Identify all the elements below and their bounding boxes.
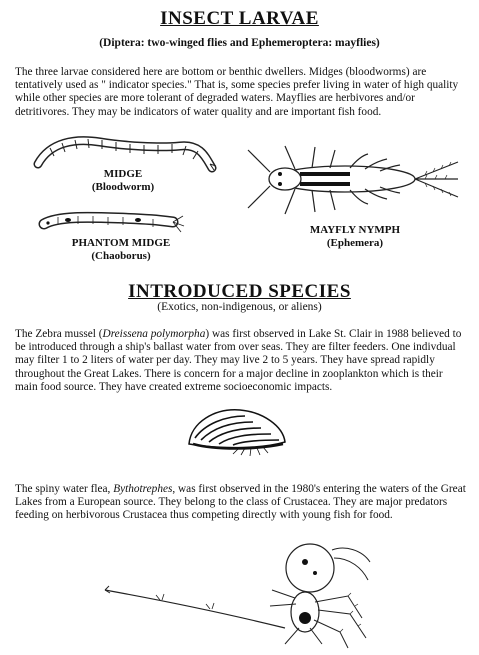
larvae-paragraph: The three larvae considered here are bottom or benthic dwellers. Midges (bloodworms) are tentatively used as " indicator species." That is, some species prefer living in water of high quality while other species are more tolerant of degraded waters. Mayflies are herbivores and/or detritivores. They may be indicators of water quality and are important fish food. [15, 66, 459, 118]
midge-name: MIDGE [103, 168, 143, 180]
phantom-midge-common-name: (Chaoborus) [91, 250, 151, 262]
phantom-midge-illustration [38, 208, 188, 238]
mayfly-common-name: (Ephemera) [326, 237, 384, 249]
introduced-title: INTRODUCED SPECIES [128, 281, 351, 302]
zebra-mussel-paragraph: The Zebra mussel (Dreissena polymorpha) was first observed in Lake St. Clair in 1988 believed to be introduced through a ship's ballast water from over seas. They are filter feeders. One indivdual may filter 1 to 2 liters of water per day. They may live 2 to 5 years. They have spread rapidly throughout the Great Lakes. There is concern for a major decline in zooplankton which is their main food source. They have created extreme socioeconomic impacts. [15, 328, 462, 393]
larvae-title: INSECT LARVAE [160, 8, 319, 29]
mayfly-name: MAYFLY NYMPH [309, 224, 401, 236]
larvae-subtitle: (Diptera: two-winged flies and Ephemeroptera: mayflies) [99, 37, 380, 49]
spiny-water-flea-illustration [100, 540, 380, 652]
spiny-water-flea-paragraph: The spiny water flea, Bythotrephes, was first observed in the 1980's entering the waters of the Great Lakes from a European source. They belong to the class of Crustacea. They are major predators feeding on herbivorous Crustacea thus competing directly with young fish for food. [15, 483, 466, 522]
midge-common-name: (Bloodworm) [91, 181, 155, 193]
phantom-midge-name: PHANTOM MIDGE [71, 237, 171, 249]
introduced-subtitle: (Exotics, non-indigenous, or aliens) [157, 301, 322, 313]
mayfly-nymph-illustration [240, 142, 460, 217]
zebra-mussel-illustration [185, 404, 290, 456]
